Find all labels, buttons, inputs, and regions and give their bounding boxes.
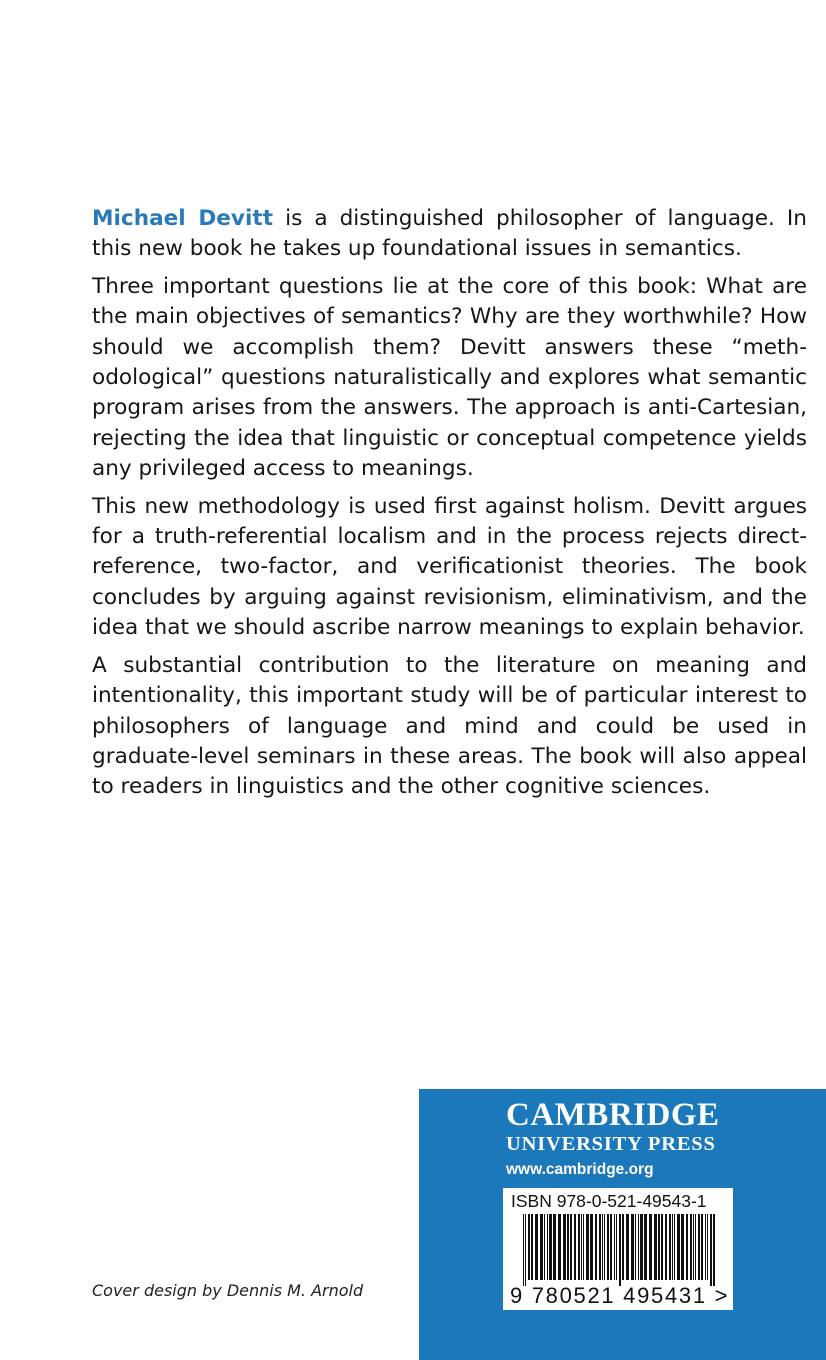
barcode-bar: [649, 1214, 652, 1280]
author-name: Michael Devitt: [92, 206, 274, 231]
barcode-bar: [705, 1214, 706, 1280]
barcode-bar: [658, 1214, 660, 1280]
barcode-bar: [563, 1214, 566, 1280]
barcode-bar: [701, 1214, 703, 1280]
barcode-bar: [590, 1214, 593, 1280]
blurb-paragraph-3: This new methodology is used first against holism. Devitt argues for a truth-referential localism and in the process rejects direct-reference, two-factor, and verificationist theories. The book concludes by arguing against revisionism, eliminativism, and the idea that we should ascribe narrow meanings to explain behavior.: [92, 493, 807, 641]
barcode-bar: [698, 1214, 700, 1280]
barcode-bar: [525, 1214, 526, 1286]
barcode-bar: [661, 1214, 663, 1280]
barcode-bar: [654, 1214, 657, 1280]
barcode-bar: [528, 1214, 530, 1280]
barcode-bar: [707, 1214, 708, 1280]
barcode-bar: [669, 1214, 671, 1280]
publisher-panel: [419, 1089, 826, 1360]
barcode-bar: [581, 1214, 582, 1280]
barcode-bar: [622, 1214, 624, 1280]
barcode-bar: [549, 1214, 552, 1280]
barcode-bar: [574, 1214, 576, 1280]
barcode-bar: [635, 1214, 636, 1280]
barcode-bar: [610, 1214, 612, 1280]
publisher-name: CAMBRIDGE: [506, 1097, 720, 1133]
publisher-subname: UNIVERSITY PRESS: [506, 1133, 716, 1155]
barcode-bar: [547, 1214, 548, 1280]
barcode-bar: [626, 1214, 629, 1280]
blurb-paragraph-2: Three important questions lie at the core of this book: What are the main objectives of semantics? Why are they worthwhile? How should we accomplish them? Devitt answers these “methodological” questions naturalistically and explores what semantic program arises from the answers. The approach is anti-Cartesian, rejecting the idea that linguistic or conceptual competence yields any privileged access to meanings.: [92, 273, 807, 482]
barcode-bar: [602, 1214, 603, 1280]
barcode-bar: [695, 1214, 696, 1280]
barcode-bar: [631, 1214, 634, 1280]
barcode-bar: [553, 1214, 556, 1280]
barcode-bar: [578, 1214, 580, 1280]
barcode-bar: [535, 1214, 538, 1280]
barcode-bar: [544, 1214, 545, 1280]
barcode-bar: [531, 1214, 533, 1280]
barcode-bar: [638, 1214, 639, 1280]
barcode-bar: [681, 1214, 684, 1280]
barcode-bar: [540, 1214, 543, 1280]
barcode-bar: [665, 1214, 667, 1280]
barcode-bar: [640, 1214, 643, 1280]
barcode-bar: [595, 1214, 597, 1280]
barcode-bar: [558, 1214, 561, 1280]
barcode-bar: [672, 1214, 673, 1280]
publisher-url: www.cambridge.org: [506, 1161, 654, 1178]
barcode-bar: [690, 1214, 692, 1280]
barcode-bar: [614, 1214, 615, 1280]
barcode-bar: [586, 1214, 589, 1280]
barcode-bar: [713, 1214, 715, 1286]
barcode-bar: [567, 1214, 569, 1280]
barcode-bar: [570, 1214, 572, 1280]
blurb-paragraph-4: A substantial contribution to the literature on meaning and intentionality, this important study will be of particular interest to philosophers of language and mind and could be used in graduate-level seminars in these areas. The book will also appeal to readers in linguistics and the other cognitive sciences.: [92, 652, 807, 800]
barcode-bar: [607, 1214, 609, 1280]
barcode-bar: [644, 1214, 647, 1280]
blurb-paragraph-1: [92, 204, 807, 265]
isbn-label: ISBN 978-0-521-49543-1: [511, 1191, 707, 1211]
barcode-bar: [710, 1214, 712, 1286]
blurb-paragraph-1-text: is a distinguished philosopher of language. In this new book he takes up foundational issues in semantics.: [92, 206, 807, 262]
barcode-bar: [674, 1214, 675, 1280]
barcode-bar: [604, 1214, 605, 1280]
isbn-barcode: [503, 1188, 733, 1310]
barcode-bar: [686, 1214, 688, 1280]
barcode-bar: [677, 1214, 680, 1280]
barcode-bar: [599, 1214, 601, 1280]
barcode-digits: 9 780521 495431 >: [510, 1283, 730, 1308]
barcode-bar: [693, 1214, 694, 1280]
back-cover-blurb: [92, 204, 807, 810]
barcode-bar: [619, 1214, 621, 1286]
barcode-bar: [583, 1214, 584, 1280]
barcode-bar: [616, 1214, 617, 1280]
barcode-bar: [523, 1214, 524, 1286]
cover-design-credit: Cover design by Dennis M. Arnold: [92, 1281, 364, 1300]
